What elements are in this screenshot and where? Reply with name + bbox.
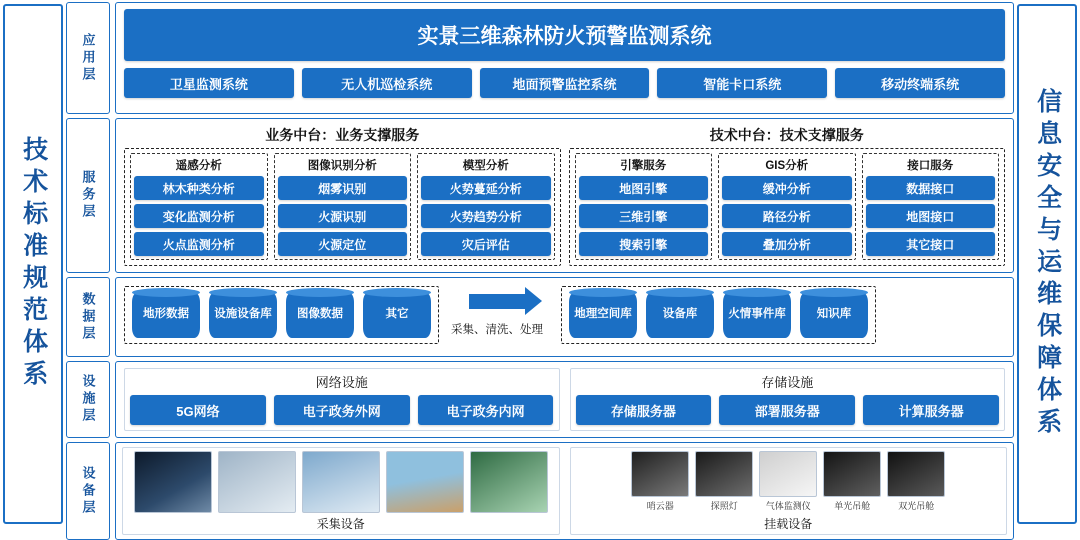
engine-item-1[interactable]: 三维引擎 <box>579 204 709 228</box>
group-interface-service-title: 接口服务 <box>907 160 954 172</box>
application-layer-body <box>115 2 1014 114</box>
service-layer-tag-label: 服务层 <box>80 170 96 221</box>
arrow-shape <box>469 294 525 309</box>
mount-device-3-label: 单光吊舱 <box>834 501 871 511</box>
group-image-recognition-title: 图像识别分析 <box>307 160 377 172</box>
service-layer-body <box>115 118 1014 273</box>
group-image-recognition <box>274 153 412 260</box>
data-target-1[interactable]: 设备库 <box>646 292 714 338</box>
device-layer-tag <box>66 442 110 540</box>
collection-devices-caption: 采集设备 <box>316 517 365 531</box>
collect-device-2 <box>302 451 380 513</box>
mounted-devices-caption: 挂载设备 <box>764 517 813 531</box>
process-arrow <box>447 294 547 337</box>
data-targets-group <box>561 286 876 344</box>
data-layer-row <box>66 277 1014 357</box>
mount-device-4-label: 双光吊舱 <box>898 501 935 511</box>
mount-device-2 <box>759 451 817 513</box>
api-item-1[interactable]: 地图接口 <box>866 204 996 228</box>
data-layer-tag-label: 数据层 <box>80 291 96 343</box>
data-layer-tag <box>66 277 110 357</box>
storage-item-2[interactable]: 计算服务器 <box>863 395 999 425</box>
facility-layer-row <box>66 361 1014 438</box>
engine-item-2[interactable]: 搜索引擎 <box>579 232 709 256</box>
storage-item-1[interactable]: 部署服务器 <box>719 395 855 425</box>
group-engine-service-title: 引擎服务 <box>620 160 667 172</box>
ir-item-1[interactable]: 火源识别 <box>278 204 408 228</box>
network-facility-title: 网络设施 <box>315 375 368 390</box>
tech-platform-title: 技术中台：技术支撑服务 <box>709 127 864 143</box>
device-layer-body <box>115 442 1014 540</box>
group-interface-service <box>862 153 1000 260</box>
collect-device-4 <box>470 451 548 513</box>
gis-item-2[interactable]: 叠加分析 <box>722 232 852 256</box>
data-layer-body <box>115 277 1014 357</box>
technology-middle-platform <box>569 125 1006 266</box>
ma-item-2[interactable]: 灾后评估 <box>421 232 551 256</box>
layers-container <box>66 0 1014 531</box>
engine-item-0[interactable]: 地图引擎 <box>579 176 709 200</box>
gis-item-1[interactable]: 路径分析 <box>722 204 852 228</box>
data-source-3[interactable]: 其它 <box>363 292 431 338</box>
network-item-1[interactable]: 电子政务外网 <box>274 395 410 425</box>
rs-item-0[interactable]: 林木种类分析 <box>134 176 264 200</box>
app-system-4[interactable]: 移动终端系统 <box>835 68 1005 98</box>
facility-layer-body <box>115 361 1014 438</box>
mounted-devices-group <box>570 447 1008 535</box>
data-source-1[interactable]: 设施设备库 <box>209 292 277 338</box>
application-layer-tag <box>66 2 110 114</box>
mount-device-4 <box>887 451 945 513</box>
gis-item-0[interactable]: 缓冲分析 <box>722 176 852 200</box>
mount-device-2-label: 气体监测仪 <box>765 501 811 511</box>
data-sources-group <box>124 286 439 344</box>
group-model-analysis-title: 模型分析 <box>462 160 509 172</box>
business-middle-platform <box>124 125 561 266</box>
facility-layer-tag-label: 设施层 <box>80 374 96 425</box>
app-system-0[interactable]: 卫星监测系统 <box>124 68 294 98</box>
mount-device-0 <box>631 451 689 513</box>
service-layer-tag <box>66 118 110 273</box>
network-facility-group <box>124 368 560 431</box>
right-pillar-label: 信息安全与运维保障体系 <box>1033 88 1062 440</box>
rs-item-1[interactable]: 变化监测分析 <box>134 204 264 228</box>
mount-device-3 <box>823 451 881 513</box>
storage-item-0[interactable]: 存储服务器 <box>576 395 712 425</box>
storage-facility-title: 存储设施 <box>761 375 814 390</box>
collect-device-0 <box>134 451 212 513</box>
mount-device-1 <box>695 451 753 513</box>
mount-device-1-label: 探照灯 <box>710 501 738 511</box>
ir-item-2[interactable]: 火源定位 <box>278 232 408 256</box>
data-source-0[interactable]: 地形数据 <box>132 292 200 338</box>
right-pillar <box>1017 4 1077 524</box>
data-source-2[interactable]: 图像数据 <box>286 292 354 338</box>
group-model-analysis <box>417 153 555 260</box>
api-item-0[interactable]: 数据接口 <box>866 176 996 200</box>
app-system-1[interactable]: 无人机巡检系统 <box>302 68 472 98</box>
group-remote-sensing <box>130 153 268 260</box>
collect-device-1 <box>218 451 296 513</box>
ma-item-0[interactable]: 火势蔓延分析 <box>421 176 551 200</box>
facility-layer-tag <box>66 361 110 438</box>
data-target-2[interactable]: 火情事件库 <box>723 292 791 338</box>
storage-facility-group <box>570 368 1006 431</box>
left-pillar-label: 技术标准规范体系 <box>19 136 48 392</box>
application-systems-list <box>124 68 1005 98</box>
app-system-2[interactable]: 地面预警监控系统 <box>480 68 650 98</box>
data-target-3[interactable]: 知识库 <box>800 292 868 338</box>
collection-device-thumbs <box>127 451 555 513</box>
group-gis-analysis <box>718 153 856 260</box>
group-engine-service <box>575 153 713 260</box>
network-item-2[interactable]: 电子政务内网 <box>418 395 554 425</box>
service-layer-row <box>66 118 1014 273</box>
ma-item-1[interactable]: 火势趋势分析 <box>421 204 551 228</box>
ir-item-0[interactable]: 烟雾识别 <box>278 176 408 200</box>
device-layer-tag-label: 设备层 <box>80 465 96 517</box>
collect-device-3 <box>386 451 464 513</box>
arrow-label: 采集、清洗、处理 <box>451 323 543 336</box>
app-system-3[interactable]: 智能卡口系统 <box>657 68 827 98</box>
business-platform-title: 业务中台：业务支撑服务 <box>265 127 420 143</box>
left-pillar <box>3 4 63 524</box>
collection-devices-group <box>122 447 560 535</box>
application-layer-tag-label: 应用层 <box>80 32 96 84</box>
system-title-box: 实景三维森林防火预警监测系统 <box>124 9 1005 61</box>
network-item-0[interactable]: 5G网络 <box>130 395 266 425</box>
api-item-2[interactable]: 其它接口 <box>866 232 996 256</box>
mounted-device-thumbs <box>575 451 1003 513</box>
device-layer-row <box>66 442 1014 540</box>
data-target-0[interactable]: 地理空间库 <box>569 292 637 338</box>
application-layer-row <box>66 2 1014 114</box>
group-gis-analysis-title: GIS分析 <box>765 160 809 172</box>
rs-item-2[interactable]: 火点监测分析 <box>134 232 264 256</box>
group-remote-sensing-title: 遥感分析 <box>175 160 222 172</box>
mount-device-0-label: 哨云器 <box>646 501 674 511</box>
